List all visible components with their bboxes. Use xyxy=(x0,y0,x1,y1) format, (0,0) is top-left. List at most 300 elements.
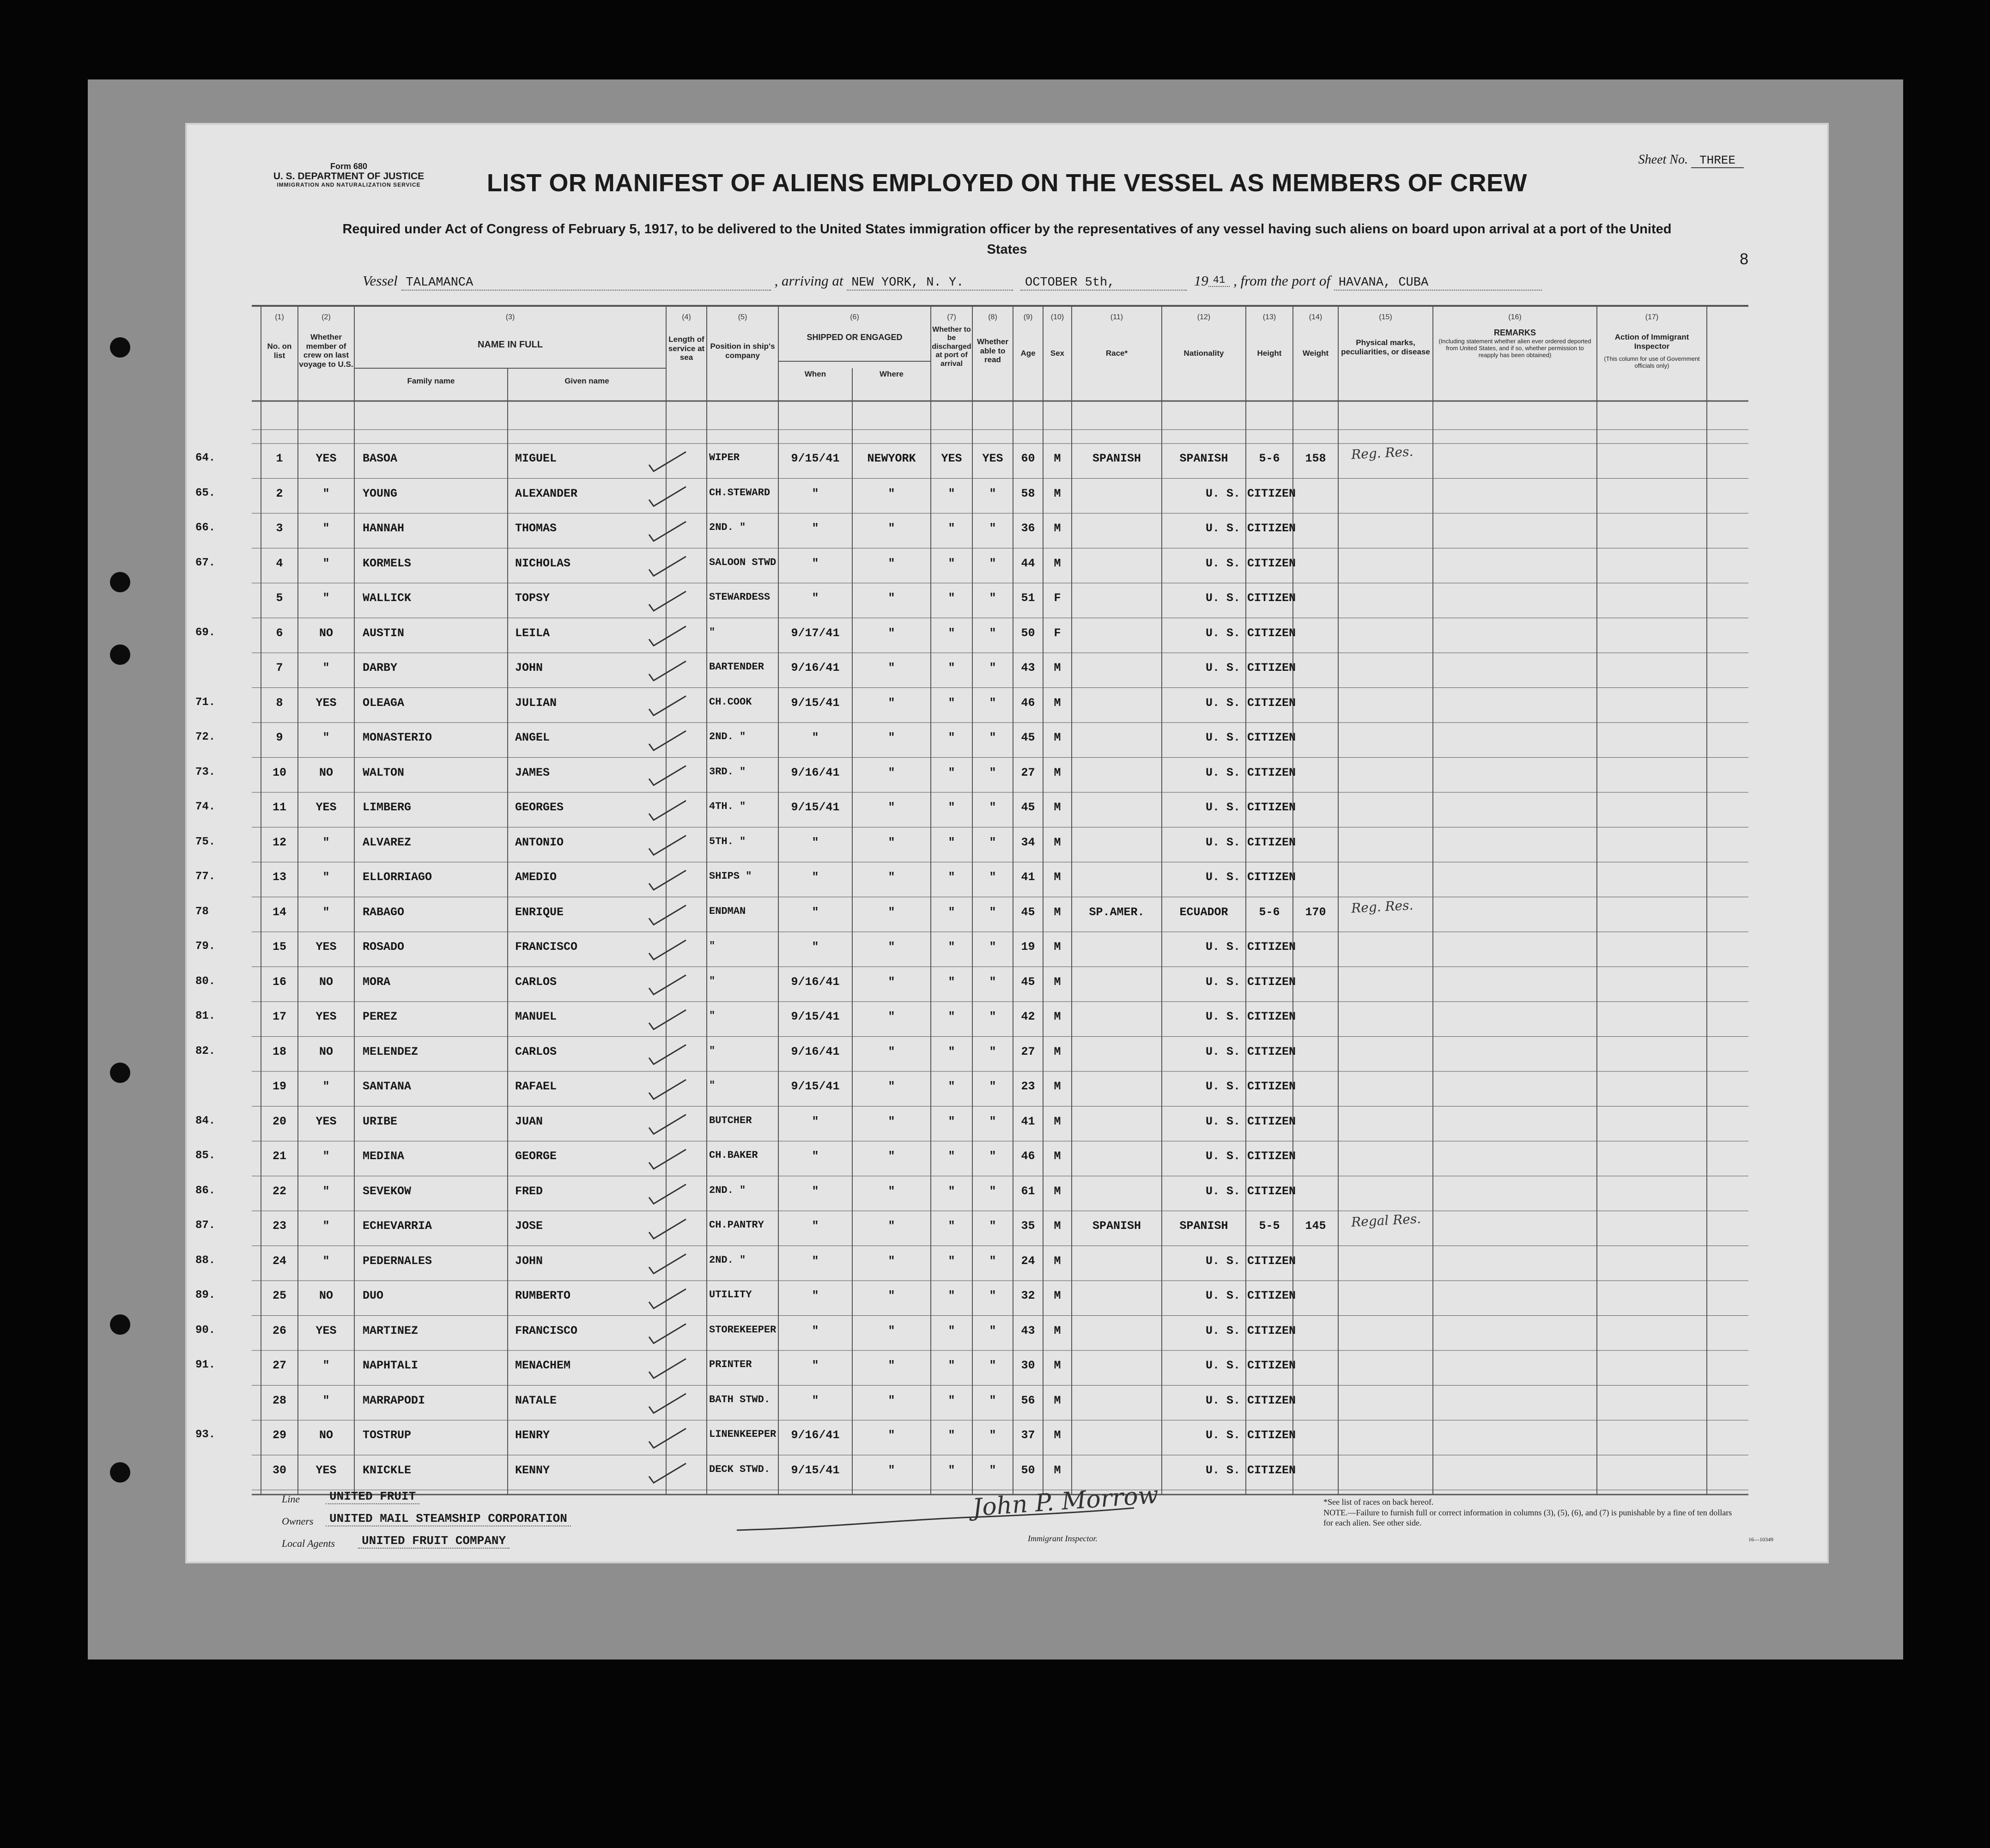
cell-read: " xyxy=(989,835,996,849)
cell-when: 9/15/41 xyxy=(791,801,840,814)
cell-family: PEREZ xyxy=(363,1010,398,1023)
col-6-header: SHIPPED OR ENGAGED xyxy=(807,333,903,342)
cell-given: JOSE xyxy=(515,1219,543,1233)
cell-age: 43 xyxy=(1021,1324,1035,1337)
cell-no: 6 xyxy=(276,626,283,640)
cell-last: NO xyxy=(319,766,333,779)
inspector-caption: Immigrant Inspector. xyxy=(1028,1534,1098,1543)
cell-discharged: " xyxy=(948,1114,955,1128)
cell-discharged: " xyxy=(948,556,955,570)
cell-where: " xyxy=(888,870,895,884)
cell-citizen: U. S. CITIZEN xyxy=(1206,801,1296,814)
cell-where: " xyxy=(888,1324,895,1337)
cell-family: MEDINA xyxy=(363,1149,405,1163)
cell-where: " xyxy=(888,905,895,919)
cell-given: CARLOS xyxy=(515,1045,557,1058)
cell-sex: M xyxy=(1054,1324,1061,1337)
cell-last: " xyxy=(322,870,330,884)
row-margin-number: 77. xyxy=(195,870,216,883)
cell-last: NO xyxy=(319,1045,333,1058)
cell-position: LINENKEEPER xyxy=(709,1429,777,1440)
cell-when: 9/15/41 xyxy=(791,1010,840,1023)
cell-family: KNICKLE xyxy=(363,1463,412,1477)
cell-age: 46 xyxy=(1021,1149,1035,1163)
cell-family: NAPHTALI xyxy=(363,1359,419,1372)
cell-discharged: " xyxy=(948,1254,955,1268)
cell-given: JOHN xyxy=(515,661,543,675)
cell-position: SALOON STWD xyxy=(709,556,777,568)
cell-age: 60 xyxy=(1021,452,1035,465)
punch-hole xyxy=(110,644,130,665)
row-margin-number: 87. xyxy=(195,1219,216,1232)
cell-sex: M xyxy=(1054,835,1061,849)
cell-where: " xyxy=(888,1254,895,1268)
cell-when: " xyxy=(812,1149,819,1163)
cell-position: BATH STWD. xyxy=(709,1393,771,1405)
cell-position: UTILITY xyxy=(709,1289,752,1301)
cell-read: " xyxy=(989,1184,996,1198)
cell-age: 37 xyxy=(1021,1429,1035,1442)
cell-no: 7 xyxy=(276,661,283,675)
cell-where: " xyxy=(888,731,895,744)
cell-citizen: U. S. CITIZEN xyxy=(1206,522,1296,535)
arrival-date: OCTOBER 5th, xyxy=(1020,276,1187,291)
cell-sex: M xyxy=(1054,1393,1061,1407)
cell-given: FRANCISCO xyxy=(515,940,578,954)
cell-when: " xyxy=(812,835,819,849)
punch-hole xyxy=(110,572,130,592)
cell-discharged: " xyxy=(948,905,955,919)
cell-sex: M xyxy=(1054,522,1061,535)
cell-read: " xyxy=(989,870,996,884)
cell-age: 32 xyxy=(1021,1289,1035,1302)
cell-no: 13 xyxy=(272,870,286,884)
col-16-header: REMARKS xyxy=(1493,328,1536,337)
cell-age: 45 xyxy=(1021,731,1035,744)
row-margin-number: 71. xyxy=(195,696,216,709)
row-margin-number: 86. xyxy=(195,1184,216,1197)
cell-family: AUSTIN xyxy=(363,626,405,640)
cell-age: 50 xyxy=(1021,626,1035,640)
cell-when: " xyxy=(812,522,819,535)
cell-no: 25 xyxy=(272,1289,286,1302)
cell-discharged: " xyxy=(948,626,955,640)
row-margin-number: 91. xyxy=(195,1359,216,1371)
cell-no: 21 xyxy=(272,1149,286,1163)
cell-read: " xyxy=(989,1080,996,1093)
cell-when: 9/15/41 xyxy=(791,452,840,465)
cell-sex: F xyxy=(1054,591,1061,605)
cell-citizen: U. S. CITIZEN xyxy=(1206,1184,1296,1198)
cell-when: " xyxy=(812,1393,819,1407)
cell-given: CARLOS xyxy=(515,975,557,989)
cell-given: GEORGE xyxy=(515,1149,557,1163)
cell-sex: M xyxy=(1054,905,1061,919)
cell-discharged: " xyxy=(948,661,955,675)
cell-position: ENDMAN xyxy=(709,905,746,917)
col-4-header: Length of service at sea xyxy=(668,335,705,362)
cell-given: MANUEL xyxy=(515,1010,557,1023)
cell-citizen: U. S. CITIZEN xyxy=(1206,1114,1296,1128)
cell-read: " xyxy=(989,1359,996,1372)
departure-port: HAVANA, CUBA xyxy=(1334,276,1542,291)
cell-citizen: U. S. CITIZEN xyxy=(1206,766,1296,779)
cell-sex: M xyxy=(1054,486,1061,500)
cell-family: RABAGO xyxy=(363,905,405,919)
cell-weight: 158 xyxy=(1305,452,1326,465)
row-margin-number: 81. xyxy=(195,1010,216,1022)
cell-last: YES xyxy=(315,1324,337,1337)
col-12-header: Nationality xyxy=(1183,349,1224,358)
line-label: Line xyxy=(282,1493,300,1505)
cell-last: " xyxy=(322,1393,330,1407)
cell-where: " xyxy=(888,1359,895,1372)
sheet-value: THREE xyxy=(1691,153,1744,168)
cell-given: GEORGES xyxy=(515,801,564,814)
cell-given: MENACHEM xyxy=(515,1359,571,1372)
inspector-signature: John P. Morrow xyxy=(971,1481,1159,1522)
cell-position: " xyxy=(709,975,716,987)
cell-no: 11 xyxy=(272,801,286,814)
cell-age: 51 xyxy=(1021,591,1035,605)
cell-when: " xyxy=(812,591,819,605)
cell-read: " xyxy=(989,766,996,779)
col-13-header: Height xyxy=(1257,349,1282,358)
col-14-num: (14) xyxy=(1309,313,1323,321)
cell-last: " xyxy=(322,522,330,535)
col-5-num: (5) xyxy=(738,313,747,321)
cell-family: PEDERNALES xyxy=(363,1254,432,1268)
cell-given: NICHOLAS xyxy=(515,556,571,570)
cell-citizen: U. S. CITIZEN xyxy=(1206,591,1296,605)
cell-where: " xyxy=(888,522,895,535)
cell-position: 3RD. " xyxy=(709,766,746,778)
cell-discharged: " xyxy=(948,1045,955,1058)
cell-read: " xyxy=(989,1393,996,1407)
cell-given: RUMBERTO xyxy=(515,1289,571,1302)
cell-last: " xyxy=(322,1080,330,1093)
col-16-num: (16) xyxy=(1508,313,1522,321)
cell-given: LEILA xyxy=(515,626,550,640)
col-9-header: Age xyxy=(1020,349,1036,358)
cell-nationality: SPANISH xyxy=(1179,452,1228,465)
manifest-footer xyxy=(187,1481,1827,1562)
cell-family: ELLORRIAGO xyxy=(363,870,432,884)
col-11-header: Race* xyxy=(1105,349,1128,358)
cell-height: 5-5 xyxy=(1259,1219,1280,1233)
col-4-num: (4) xyxy=(682,313,691,321)
cell-no: 9 xyxy=(276,731,283,744)
row-margin-number: 66. xyxy=(195,522,216,534)
cell-citizen: U. S. CITIZEN xyxy=(1206,1359,1296,1372)
cell-citizen: U. S. CITIZEN xyxy=(1206,1149,1296,1163)
cell-position: 2ND. " xyxy=(709,1254,746,1266)
page-subtitle: Required under Act of Congress of February 5, 1917, to be delivered to the United States immigration officer by the representatives of any vessel having such aliens on board upon arrival at a port of the United States xyxy=(342,222,1672,257)
cell-when: " xyxy=(812,731,819,744)
cell-where: " xyxy=(888,1289,895,1302)
cell-family: LIMBERG xyxy=(363,801,412,814)
cell-age: 43 xyxy=(1021,661,1035,675)
cell-age: 44 xyxy=(1021,556,1035,570)
cell-discharged: " xyxy=(948,731,955,744)
cell-last: " xyxy=(322,731,330,744)
cell-age: 61 xyxy=(1021,1184,1035,1198)
cell-when: " xyxy=(812,1324,819,1337)
cell-where: " xyxy=(888,626,895,640)
cell-when: 9/15/41 xyxy=(791,1080,840,1093)
cell-where: " xyxy=(888,1045,895,1058)
cell-sex: M xyxy=(1054,1463,1061,1477)
col-10-num: (10) xyxy=(1050,313,1064,321)
cell-when: 9/16/41 xyxy=(791,766,840,779)
cell-last: YES xyxy=(315,1114,337,1128)
cell-where: " xyxy=(888,591,895,605)
cell-family: WALLICK xyxy=(363,591,412,605)
col-14-header: Weight xyxy=(1302,349,1329,358)
cell-where: NEWYORK xyxy=(867,452,916,465)
cell-read: " xyxy=(989,696,996,710)
cell-family: SANTANA xyxy=(363,1080,412,1093)
cell-age: 41 xyxy=(1021,1114,1035,1128)
cell-age: 23 xyxy=(1021,1080,1035,1093)
cell-family: DUO xyxy=(363,1289,384,1302)
cell-when: 9/17/41 xyxy=(791,626,840,640)
col-3-header: NAME IN FULL xyxy=(477,340,543,350)
cell-age: 45 xyxy=(1021,975,1035,989)
cell-no: 4 xyxy=(276,556,283,570)
cell-last: YES xyxy=(315,1463,337,1477)
cell-read: " xyxy=(989,556,996,570)
cell-position: STOREKEEPER xyxy=(709,1324,777,1336)
cell-last: YES xyxy=(315,452,337,465)
col-13-num: (13) xyxy=(1262,313,1276,321)
col-3-num: (3) xyxy=(505,313,515,321)
cell-where: " xyxy=(888,1429,895,1442)
cell-when: " xyxy=(812,1289,819,1302)
cell-citizen: U. S. CITIZEN xyxy=(1206,556,1296,570)
cell-discharged: " xyxy=(948,696,955,710)
cell-given: FRANCISCO xyxy=(515,1324,578,1337)
cell-citizen: U. S. CITIZEN xyxy=(1206,1289,1296,1302)
cell-age: 30 xyxy=(1021,1359,1035,1372)
cell-family: YOUNG xyxy=(363,486,398,500)
cell-given: AMEDIO xyxy=(515,870,557,884)
cell-discharged: " xyxy=(948,1324,955,1337)
cell-where: " xyxy=(888,1149,895,1163)
arrival-port: NEW YORK, N. Y. xyxy=(847,276,1013,291)
cell-when: " xyxy=(812,556,819,570)
cell-citizen: U. S. CITIZEN xyxy=(1206,661,1296,675)
cell-given: ENRIQUE xyxy=(515,905,564,919)
col-8-num: (8) xyxy=(988,313,997,321)
cell-height: 5-6 xyxy=(1259,452,1280,465)
col-3-family-header: Family name xyxy=(407,377,455,385)
col-2-header: Whether member of crew on last voyage to U.S. xyxy=(299,333,353,369)
cell-no: 29 xyxy=(272,1429,286,1442)
cell-given: NATALE xyxy=(515,1393,557,1407)
cell-discharged: YES xyxy=(941,452,962,465)
col-6-num: (6) xyxy=(850,313,859,321)
cell-position: " xyxy=(709,940,716,952)
cell-read: " xyxy=(989,591,996,605)
cell-age: 36 xyxy=(1021,522,1035,535)
cell-age: 56 xyxy=(1021,1393,1035,1407)
cell-sex: F xyxy=(1054,626,1061,640)
cell-where: " xyxy=(888,661,895,675)
cell-age: 27 xyxy=(1021,766,1035,779)
punch-hole xyxy=(110,1314,130,1335)
vessel-label: Vessel xyxy=(363,273,398,289)
row-margin-number: 72. xyxy=(195,731,216,743)
cell-family: SEVEKOW xyxy=(363,1184,412,1198)
cell-last: " xyxy=(322,661,330,675)
cell-family: ECHEVARRIA xyxy=(363,1219,432,1233)
cell-read: " xyxy=(989,731,996,744)
cell-sex: M xyxy=(1054,801,1061,814)
col-3-given-header: Given name xyxy=(564,377,609,385)
cell-when: 9/16/41 xyxy=(791,1429,840,1442)
form-number: Form 680 xyxy=(330,162,368,171)
cell-given: RAFAEL xyxy=(515,1080,557,1093)
cell-where: " xyxy=(888,835,895,849)
cell-last: YES xyxy=(315,940,337,954)
cell-age: 45 xyxy=(1021,905,1035,919)
cell-sex: M xyxy=(1054,1219,1061,1233)
cell-age: 58 xyxy=(1021,486,1035,500)
cell-citizen: U. S. CITIZEN xyxy=(1206,1010,1296,1023)
cell-discharged: " xyxy=(948,801,955,814)
cell-sex: M xyxy=(1054,975,1061,989)
cell-discharged: " xyxy=(948,1463,955,1477)
cell-citizen: U. S. CITIZEN xyxy=(1206,486,1296,500)
cell-sex: M xyxy=(1054,452,1061,465)
cell-no: 17 xyxy=(272,1010,286,1023)
cell-discharged: " xyxy=(948,486,955,500)
cell-discharged: " xyxy=(948,870,955,884)
manifest-sheet xyxy=(187,125,1827,1562)
cell-citizen: U. S. CITIZEN xyxy=(1206,1254,1296,1268)
row-margin-number: 69. xyxy=(195,626,216,639)
cell-no: 16 xyxy=(272,975,286,989)
cell-read: " xyxy=(989,522,996,535)
cell-no: 23 xyxy=(272,1219,286,1233)
cell-given: HENRY xyxy=(515,1429,550,1442)
cell-last: YES xyxy=(315,801,337,814)
cell-last: " xyxy=(322,835,330,849)
cell-when: 9/16/41 xyxy=(791,661,840,675)
row-margin-number: 78 xyxy=(195,905,209,918)
cell-position: 2ND. " xyxy=(709,731,746,742)
row-margin-number: 84. xyxy=(195,1114,216,1127)
cell-sex: M xyxy=(1054,1254,1061,1268)
cell-sex: M xyxy=(1054,661,1061,675)
cell-given: JAMES xyxy=(515,766,550,779)
cell-position: " xyxy=(709,1080,716,1091)
col-5-header: Position in ship's company xyxy=(710,342,775,360)
cell-where: " xyxy=(888,486,895,500)
cell-where: " xyxy=(888,766,895,779)
cell-no: 22 xyxy=(272,1184,286,1198)
cell-last: NO xyxy=(319,975,333,989)
cell-no: 28 xyxy=(272,1393,286,1407)
cell-discharged: " xyxy=(948,1289,955,1302)
cell-discharged: " xyxy=(948,1359,955,1372)
owners-label: Owners xyxy=(282,1515,314,1527)
col-9-num: (9) xyxy=(1023,313,1033,321)
cell-when: 9/16/41 xyxy=(791,1045,840,1058)
col-15-header: Physical marks, peculiarities, or disease xyxy=(1341,338,1430,356)
cell-where: " xyxy=(888,1080,895,1093)
col-2-num: (2) xyxy=(322,313,331,321)
year-prefix: 19 xyxy=(1194,273,1208,289)
col-1-header: No. on list xyxy=(267,342,292,360)
cell-citizen: U. S. CITIZEN xyxy=(1206,835,1296,849)
cell-sex: M xyxy=(1054,766,1061,779)
row-margin-number: 64. xyxy=(195,452,216,464)
cell-when: " xyxy=(812,1184,819,1198)
cell-sex: M xyxy=(1054,731,1061,744)
row-margin-number: 89. xyxy=(195,1289,216,1301)
cell-no: 20 xyxy=(272,1114,286,1128)
cell-sex: M xyxy=(1054,940,1061,954)
cell-age: 42 xyxy=(1021,1010,1035,1023)
from-label: , from the port of xyxy=(1233,273,1330,289)
cell-citizen: U. S. CITIZEN xyxy=(1206,1045,1296,1058)
cell-where: " xyxy=(888,556,895,570)
cell-citizen: U. S. CITIZEN xyxy=(1206,1080,1296,1093)
cell-family: KORMELS xyxy=(363,556,412,570)
cell-given: ANGEL xyxy=(515,731,550,744)
cell-position: CH.BAKER xyxy=(709,1149,758,1161)
cell-citizen: U. S. CITIZEN xyxy=(1206,1429,1296,1442)
page-number: 8 xyxy=(1740,250,1748,268)
cell-discharged: " xyxy=(948,835,955,849)
col-15-num: (15) xyxy=(1379,313,1392,321)
row-margin-number: 85. xyxy=(195,1149,216,1162)
cell-citizen: U. S. CITIZEN xyxy=(1206,940,1296,954)
cell-discharged: " xyxy=(948,766,955,779)
cell-where: " xyxy=(888,1114,895,1128)
cell-race: SP.AMER. xyxy=(1089,905,1145,919)
cell-read: " xyxy=(989,1219,996,1233)
cell-last: " xyxy=(322,1184,330,1198)
cell-citizen: U. S. CITIZEN xyxy=(1206,696,1296,710)
cell-no: 30 xyxy=(272,1463,286,1477)
cell-where: " xyxy=(888,1219,895,1233)
col-17-header: Action of Immigrant Inspector xyxy=(1614,333,1689,351)
cell-sex: M xyxy=(1054,1149,1061,1163)
cell-sex: M xyxy=(1054,870,1061,884)
cell-position: 4TH. " xyxy=(709,801,746,812)
cell-read: " xyxy=(989,1324,996,1337)
cell-last: NO xyxy=(319,1429,333,1442)
cell-read: " xyxy=(989,1010,996,1023)
cell-no: 27 xyxy=(272,1359,286,1372)
cell-no: 10 xyxy=(272,766,286,779)
cell-where: " xyxy=(888,1010,895,1023)
cell-no: 8 xyxy=(276,696,283,710)
cell-age: 50 xyxy=(1021,1463,1035,1477)
row-margin-number: 73. xyxy=(195,766,216,778)
row-margin-number: 79. xyxy=(195,940,216,953)
cell-last: " xyxy=(322,1149,330,1163)
cell-sex: M xyxy=(1054,1010,1061,1023)
cell-when: " xyxy=(812,486,819,500)
cell-when: " xyxy=(812,870,819,884)
cell-sex: M xyxy=(1054,696,1061,710)
cell-position: " xyxy=(709,626,716,638)
cell-age: 35 xyxy=(1021,1219,1035,1233)
